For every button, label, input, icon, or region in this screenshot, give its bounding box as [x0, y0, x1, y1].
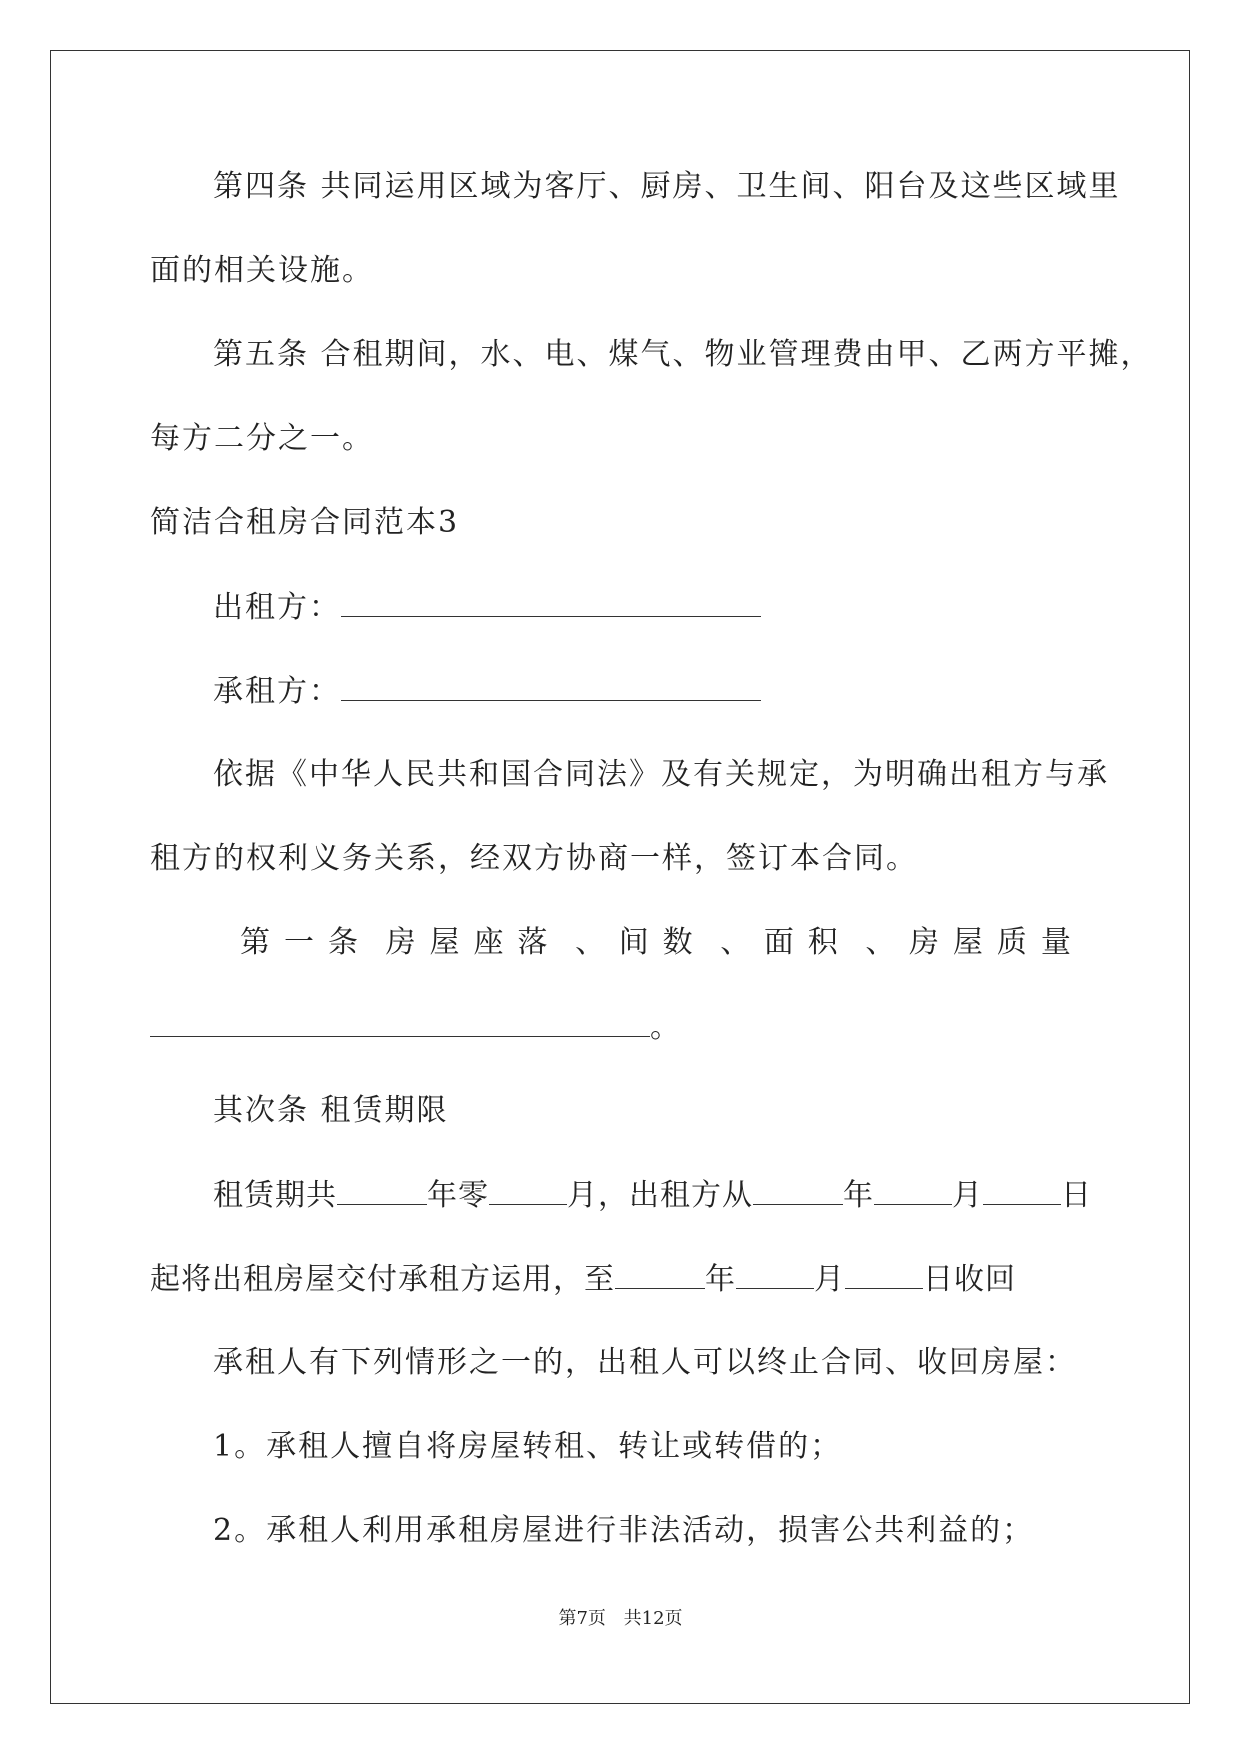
start-blank-month: [874, 1178, 952, 1205]
lessee-line: [213, 674, 761, 709]
lessee-label: 承租方：: [213, 674, 341, 709]
article-1-word-4: 、: [720, 925, 751, 960]
page-number: 第7页: [558, 1608, 606, 1629]
article-1-line-1: [240, 926, 1085, 960]
article-1-word-1: 房屋座落: [385, 925, 562, 960]
article-1-end: 。: [650, 1010, 682, 1045]
term-line-2: [150, 1262, 1016, 1297]
term-text-4: 月: [952, 1178, 983, 1213]
term-text-0: 租赁期共: [213, 1178, 337, 1213]
term-blank-years: [337, 1178, 427, 1205]
end-blank-day: [845, 1262, 923, 1289]
preamble-line-2: 租方的权利义务关系，经双方协商一样，签订本合同。: [150, 841, 918, 876]
lessor-line: [213, 590, 761, 625]
article-2-title: 其次条 租赁期限: [213, 1093, 449, 1128]
start-blank-year: [753, 1178, 843, 1205]
lessor-blank: [341, 590, 761, 617]
article-1-word-2: 、: [575, 925, 606, 960]
term-text-2: 月，出租方从: [567, 1178, 753, 1213]
article-4-line-2: 面的相关设施。: [150, 253, 374, 288]
end-blank-month: [736, 1262, 814, 1289]
term-line-1: [213, 1178, 1092, 1213]
term-text-8: 月: [814, 1262, 845, 1297]
property-blank: [150, 1010, 650, 1037]
article-1-word-7: 房屋质量: [908, 925, 1085, 960]
article-1-line-2: [150, 1010, 682, 1045]
lessee-blank: [341, 674, 761, 701]
preamble-line-1: 依据《中华人民共和国合同法》及有关规定，为明确出租方与承: [213, 757, 1109, 792]
article-4-line-1: 第四条 共同运用区域为客厅、厨房、卫生间、阳台及这些区域里: [213, 169, 1121, 204]
term-text-7: 年: [705, 1262, 736, 1297]
page-total: 共12页: [623, 1608, 683, 1629]
term-text-1: 年零: [427, 1178, 489, 1213]
term-text-9: 日收回: [923, 1262, 1016, 1297]
lessor-label: 出租方：: [213, 590, 341, 625]
term-text-5: 日: [1061, 1178, 1092, 1213]
term-text-6: 起将出租房屋交付承租方运用，至: [150, 1262, 615, 1297]
termination-item-2: 2。承租人利用承租房屋进行非法活动，损害公共利益的；: [213, 1513, 1035, 1548]
article-1-word-3: 间数: [618, 925, 707, 960]
term-blank-months: [489, 1178, 567, 1205]
termination-intro: 承租人有下列情形之一的，出租人可以终止合同、收回房屋：: [213, 1345, 1077, 1380]
page-footer: [0, 1608, 1241, 1630]
article-1-word-5: 面积: [763, 925, 852, 960]
article-1-word-6: 、: [865, 925, 896, 960]
article-1-word-0: 第一条: [240, 925, 372, 960]
end-blank-year: [615, 1262, 705, 1289]
termination-item-1: 1。承租人擅自将房屋转租、转让或转借的；: [213, 1429, 843, 1464]
article-5-line-1: 第五条 合租期间，水、电、煤气、物业管理费由甲、乙两方平摊，: [213, 337, 1153, 372]
section-heading: 简洁合租房合同范本3: [150, 505, 460, 540]
start-blank-day: [983, 1178, 1061, 1205]
term-text-3: 年: [843, 1178, 874, 1213]
article-5-line-2: 每方二分之一。: [150, 421, 374, 456]
